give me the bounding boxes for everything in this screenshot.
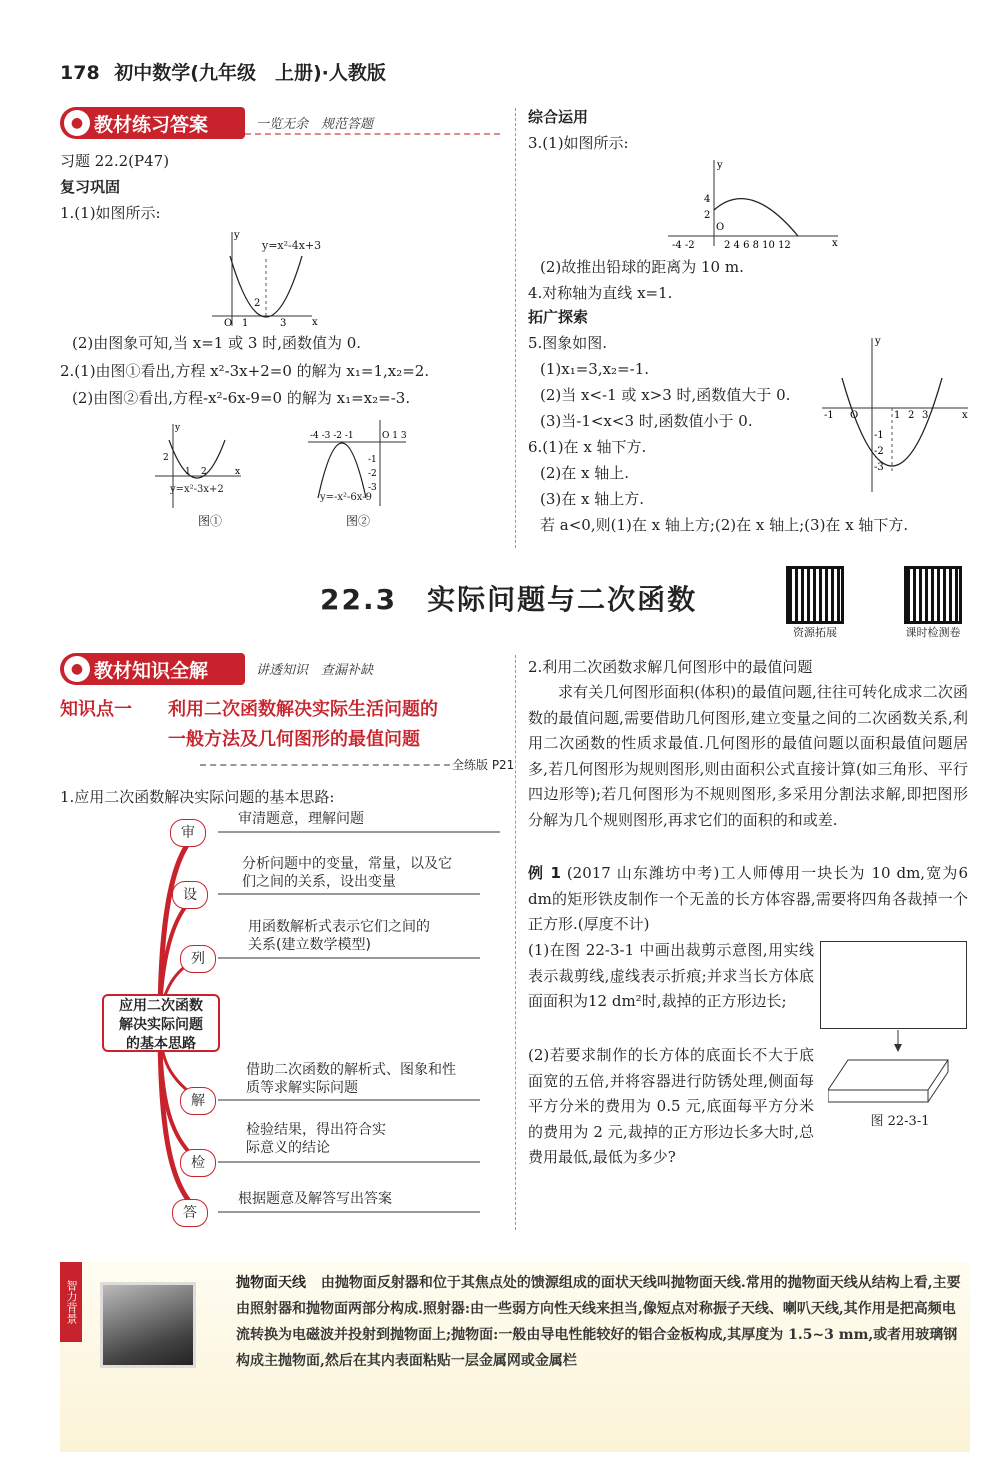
antenna-image <box>100 1282 196 1368</box>
svg-text:1: 1 <box>894 410 901 421</box>
graph-5 <box>822 334 972 494</box>
subhead-explore: 拓广探索 <box>528 308 589 326</box>
q2-part1: 2.(1)由图①看出,方程 x²-3x+2=0 的解为 x₁=1,x₂=2. <box>60 362 430 380</box>
step-text-jian: 检验结果，得出符合实际意义的结论 <box>246 1122 386 1156</box>
q5: 5.图象如图. <box>528 334 608 352</box>
svg-text:1: 1 <box>242 318 249 328</box>
svg-text:x: x <box>962 410 968 421</box>
footer-text-block <box>236 1270 966 1374</box>
q5-part2: (2)当 x<-1 或 x>3 时,函数值大于 0. <box>540 386 791 404</box>
figure-1-caption: 图① <box>197 514 222 528</box>
page-header <box>60 58 386 85</box>
step-node-she: 设 <box>172 881 208 909</box>
knowledge-banner <box>60 653 245 685</box>
step-node-jie: 解 <box>180 1087 216 1115</box>
center-line-1: 应用二次函数 <box>119 998 203 1014</box>
step-node-da: 答 <box>172 1199 208 1227</box>
subhead-apply: 综合运用 <box>528 108 589 126</box>
divider <box>200 764 450 766</box>
qr-code-icon <box>904 566 962 624</box>
q5-part3: (3)当-1<x<3 时,函数值小于 0. <box>540 412 753 430</box>
svg-text:3: 3 <box>280 318 287 328</box>
knowledge-banner-label: 教材知识全解 <box>94 659 209 682</box>
svg-text:-3: -3 <box>874 462 884 473</box>
svg-text:x: x <box>235 467 241 477</box>
example-label: 例 1 <box>528 864 561 882</box>
q6-part3: (3)在 x 轴上方. <box>540 490 645 508</box>
q3-part2: (2)故推出铅球的距离为 10 m. <box>540 258 744 276</box>
knowledge-banner-sub: 讲透知识 查漏补缺 <box>256 663 374 678</box>
knowledge-point-label: 知识点一 <box>60 699 132 720</box>
svg-text:-4 -3 -2 -1: -4 -3 -2 -1 <box>310 431 354 441</box>
figure-1 <box>155 420 245 510</box>
step-text-she: 分析问题中的变量，常量，以及它们之间的关系，设出变量 <box>242 856 452 890</box>
svg-text:x: x <box>312 317 318 328</box>
center-line-3: 的基本思路 <box>126 1036 196 1052</box>
svg-text:-1: -1 <box>874 430 884 441</box>
answers-banner-label: 教材练习答案 <box>94 113 209 136</box>
item-1: 1.应用二次函数解决实际问题的基本思路: <box>60 788 335 806</box>
svg-text:-2: -2 <box>874 446 884 457</box>
column-divider <box>515 108 516 548</box>
footer-note <box>60 1262 970 1452</box>
page-number: 178 <box>60 62 100 84</box>
graph-1-label: y=x²-4x+3 <box>262 239 322 252</box>
svg-text:2 4 6 8 10 12: 2 4 6 8 10 12 <box>724 240 791 248</box>
svg-text:y: y <box>234 230 240 241</box>
column-divider <box>515 655 516 1230</box>
svg-text:3: 3 <box>922 410 929 421</box>
svg-text:4: 4 <box>704 194 711 205</box>
qr-code-icon <box>786 566 844 624</box>
svg-text:O 1 3: O 1 3 <box>382 431 407 441</box>
svg-text:y: y <box>175 423 181 433</box>
svg-text:O: O <box>850 410 859 421</box>
bell-icon: ● <box>64 656 90 682</box>
figure-2-caption: 图② <box>345 514 370 528</box>
exercise-title: 习题 22.2(P47) <box>60 152 170 170</box>
step-node-shen: 审 <box>170 819 206 847</box>
q1-part2: (2)由图象可知,当 x=1 或 3 时,函数值为 0. <box>72 334 362 352</box>
svg-text:x: x <box>832 238 838 248</box>
svg-text:O: O <box>716 222 725 233</box>
q6-part4: 若 a<0,则(1)在 x 轴上方;(2)在 x 轴上;(3)在 x 轴下方. <box>540 516 909 534</box>
q3-part1: 3.(1)如图所示: <box>528 134 629 152</box>
reference: 全练版 P21 <box>452 758 515 772</box>
section-title: 22.3 实际问题与二次函数 <box>320 583 698 616</box>
graph-3 <box>668 158 843 248</box>
q5-part1: (1)x₁=3,x₂=-1. <box>540 360 650 378</box>
qr-test-label: 课时检测卷 <box>905 626 961 639</box>
knowledge-point-title-1: 利用二次函数解决实际生活问题的 <box>168 699 438 720</box>
figure-caption: 图 22-3-1 <box>870 1114 930 1129</box>
step-text-shen: 审清题意，理解问题 <box>238 811 364 827</box>
svg-text:-1: -1 <box>368 455 377 465</box>
answers-banner-sub: 一览无余 规范答题 <box>256 117 374 132</box>
example-question-1: (1)在图 22-3-1 中画出裁剪示意图,用实线表示裁剪线,虚线表示折痕;并求当长方体底面面积为12 dm²时,裁掉的正方形边长; <box>528 941 814 1010</box>
svg-text:O: O <box>224 318 233 328</box>
center-line-2: 解决实际问题 <box>119 1017 203 1033</box>
step-text-da: 根据题意及解答写出答案 <box>238 1191 392 1207</box>
example-1 <box>528 861 968 938</box>
step-node-jian: 检 <box>180 1149 216 1177</box>
item-2-paragraph: 求有关几何图形面积(体积)的最值问题,往往可转化成求二次函数的最值问题,需要借助几何图形,建立变量之间的二次函数关系,利用二次函数的性质求最值.几何图形的最值问题以面积最值问题居多,若几何图形为规则图形,则由面积公式直接计算(如三角形、平行四边形等);若几何图形为不规则图形,多采用分割法求解,即把图形分解为几个规则图形,再求它们的面积的和或差. <box>528 683 968 829</box>
footer-tab: 智力背景 <box>60 1262 82 1342</box>
footer-term: 抛物面天线 <box>236 1275 306 1291</box>
subhead-review: 复习巩固 <box>60 178 121 196</box>
figure-rectangle <box>820 941 967 1029</box>
example-question-2a <box>528 1043 814 1171</box>
step-node-lie: 列 <box>180 945 216 973</box>
qr-resource[interactable] <box>786 566 844 640</box>
example-text: (2017 山东潍坊中考)工人师傅用一块长为 10 dm,宽为6 dm的矩形铁皮制作一个无盖的长方体容器,需要将四角各裁掉一个正方形.(厚度不计) <box>528 864 968 933</box>
q6-part1: 6.(1)在 x 轴下方. <box>528 438 647 456</box>
answers-banner <box>60 107 245 139</box>
q2-part2: (2)由图②看出,方程-x²-6x-9=0 的解为 x₁=x₂=-3. <box>72 389 411 407</box>
example-question-2: (2)若要求制作的长方体的底面长不大于底面宽的五倍,并将容器进行防锈处理,侧面每平方分米的费用为 0.5 元,底面每平方分米的费用为 2 元,裁掉的正方形边长多大时,总费用最低,最低为多少? <box>528 1046 814 1166</box>
figure-box <box>828 1030 968 1110</box>
footer-text: 由抛物面反射器和位于其焦点处的馈源组成的面状天线叫抛物面天线.常用的抛物面天线从结构上看,主要由照射器和抛物面两部分构成.照射器:由一些弱方向性天线来担当,像短点对称振子天线、喇叭天线,其作用是把高频电流转换为电磁波并投射到抛物面上;抛物面:一般由导电性能较好的铝合金板构成,其厚度为 1.5~3 mm,或者用玻璃钢构成主抛物面,然后在其内表面粘贴一层金属网或金属栏 <box>236 1275 961 1369</box>
svg-text:-4 -2: -4 -2 <box>672 240 695 248</box>
svg-text:2: 2 <box>908 410 915 421</box>
q1-part1: 1.(1)如图所示: <box>60 204 161 222</box>
knowledge-point-title-2: 一般方法及几何图形的最值问题 <box>168 729 420 750</box>
figure-2-label: y=-x²-6x-9 <box>320 492 373 503</box>
bell-icon: ● <box>64 110 90 136</box>
svg-text:y: y <box>875 336 881 347</box>
q4: 4.对称轴为直线 x=1. <box>528 284 673 302</box>
q6-part2: (2)在 x 轴上. <box>540 464 630 482</box>
svg-text:2: 2 <box>254 298 261 309</box>
mind-map-center <box>102 994 220 1052</box>
svg-text:-1: -1 <box>824 410 834 421</box>
qr-test[interactable] <box>904 566 962 640</box>
item-2: 2.利用二次函数求解几何图形中的最值问题 <box>528 658 813 676</box>
step-text-lie: 用函数解析式表示它们之间的关系(建立数学模型) <box>248 919 430 953</box>
qr-resource-label: 资源拓展 <box>793 626 837 639</box>
svg-text:1: 1 <box>185 467 191 477</box>
book-title: 初中数学(九年级 上册)·人教版 <box>114 62 386 84</box>
step-text-jie: 借助二次函数的解析式、图象和性质等求解实际问题 <box>246 1062 456 1096</box>
divider <box>245 133 500 135</box>
svg-text:2: 2 <box>201 467 207 477</box>
figure-1-label: y=x²-3x+2 <box>170 484 224 495</box>
svg-text:2: 2 <box>704 210 711 221</box>
svg-text:-2: -2 <box>368 469 377 479</box>
svg-text:2: 2 <box>163 453 169 463</box>
svg-text:-3: -3 <box>368 483 377 493</box>
svg-text:y: y <box>717 160 723 171</box>
